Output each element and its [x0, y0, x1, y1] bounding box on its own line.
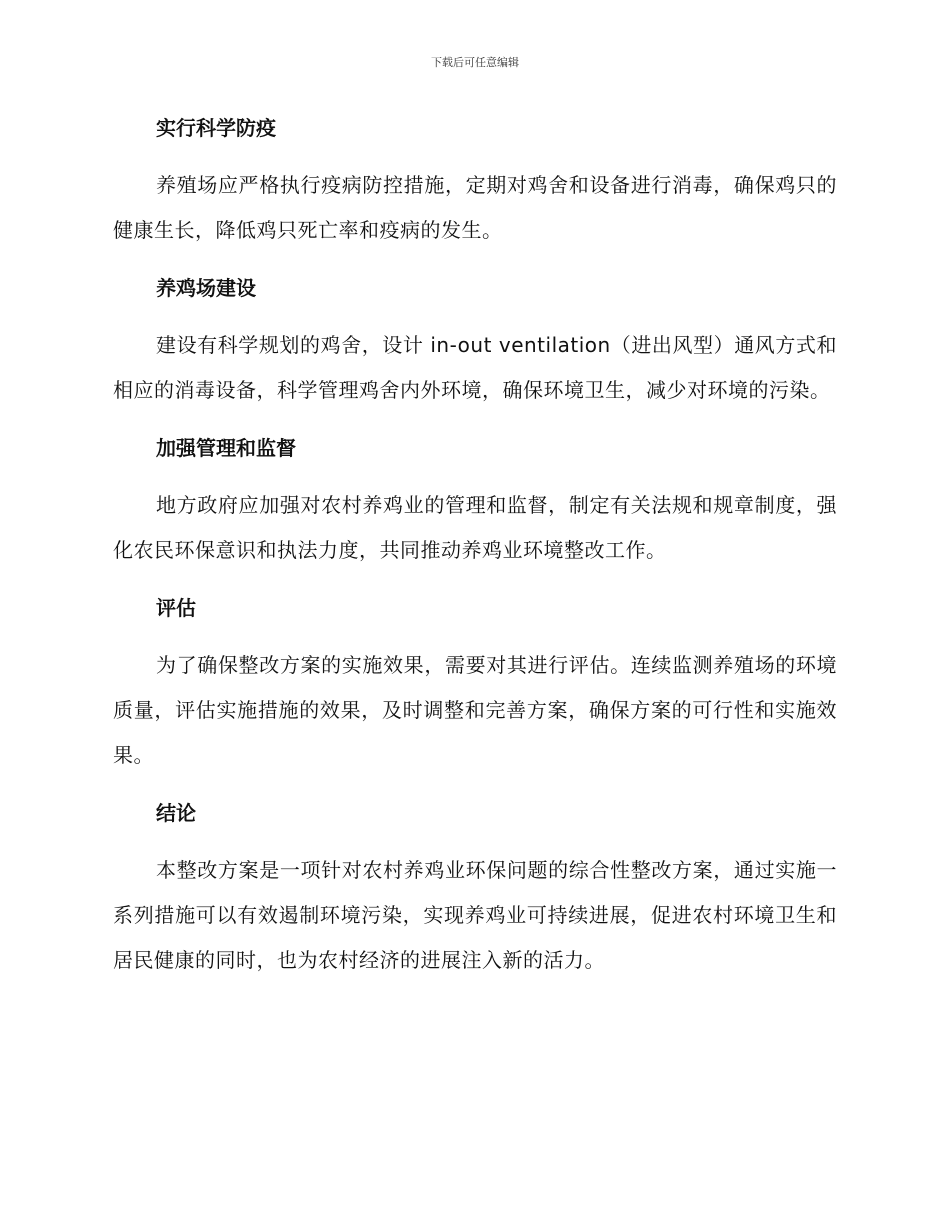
section-chicken-farm-construction	[113, 273, 837, 413]
section-paragraph: 地方政府应加强对农村养鸡业的管理和监督，制定有关法规和规章制度，强化农民环保意识和执法力度，共同推动养鸡业环境整改工作。	[113, 493, 837, 562]
section-conclusion	[113, 798, 837, 983]
section-heading: 实行科学防疫	[156, 116, 276, 140]
section-evaluation	[113, 593, 837, 778]
section-management-supervision	[113, 433, 837, 573]
page-header: 下载后可任意编辑	[431, 56, 519, 69]
section-paragraph: 为了确保整改方案的实施效果，需要对其进行评估。连续监测养殖场的环境质量，评估实施措施的效果，及时调整和完善方案，确保方案的可行性和实施效果。	[113, 653, 837, 767]
section-heading: 结论	[156, 801, 196, 825]
section-heading: 评估	[156, 596, 196, 620]
section-paragraph: 养殖场应严格执行疫病防控措施，定期对鸡舍和设备进行消毒，确保鸡只的健康生长，降低鸡只死亡率和疫病的发生。	[113, 173, 837, 242]
section-paragraph: 本整改方案是一项针对农村养鸡业环保问题的综合性整改方案，通过实施一系列措施可以有效遏制环境污染，实现养鸡业可持续进展，促进农村环境卫生和居民健康的同时，也为农村经济的进展注入新的活力。	[113, 858, 837, 972]
section-heading: 加强管理和监督	[156, 436, 296, 460]
document-body	[113, 113, 837, 1003]
section-paragraph: 建设有科学规划的鸡舍，设计 in-out ventilation（进出风型）通风方式和相应的消毒设备，科学管理鸡舍内外环境，确保环境卫生，减少对环境的污染。	[113, 333, 837, 402]
section-heading: 养鸡场建设	[156, 276, 256, 300]
section-scientific-epidemic-prevention	[113, 113, 837, 253]
